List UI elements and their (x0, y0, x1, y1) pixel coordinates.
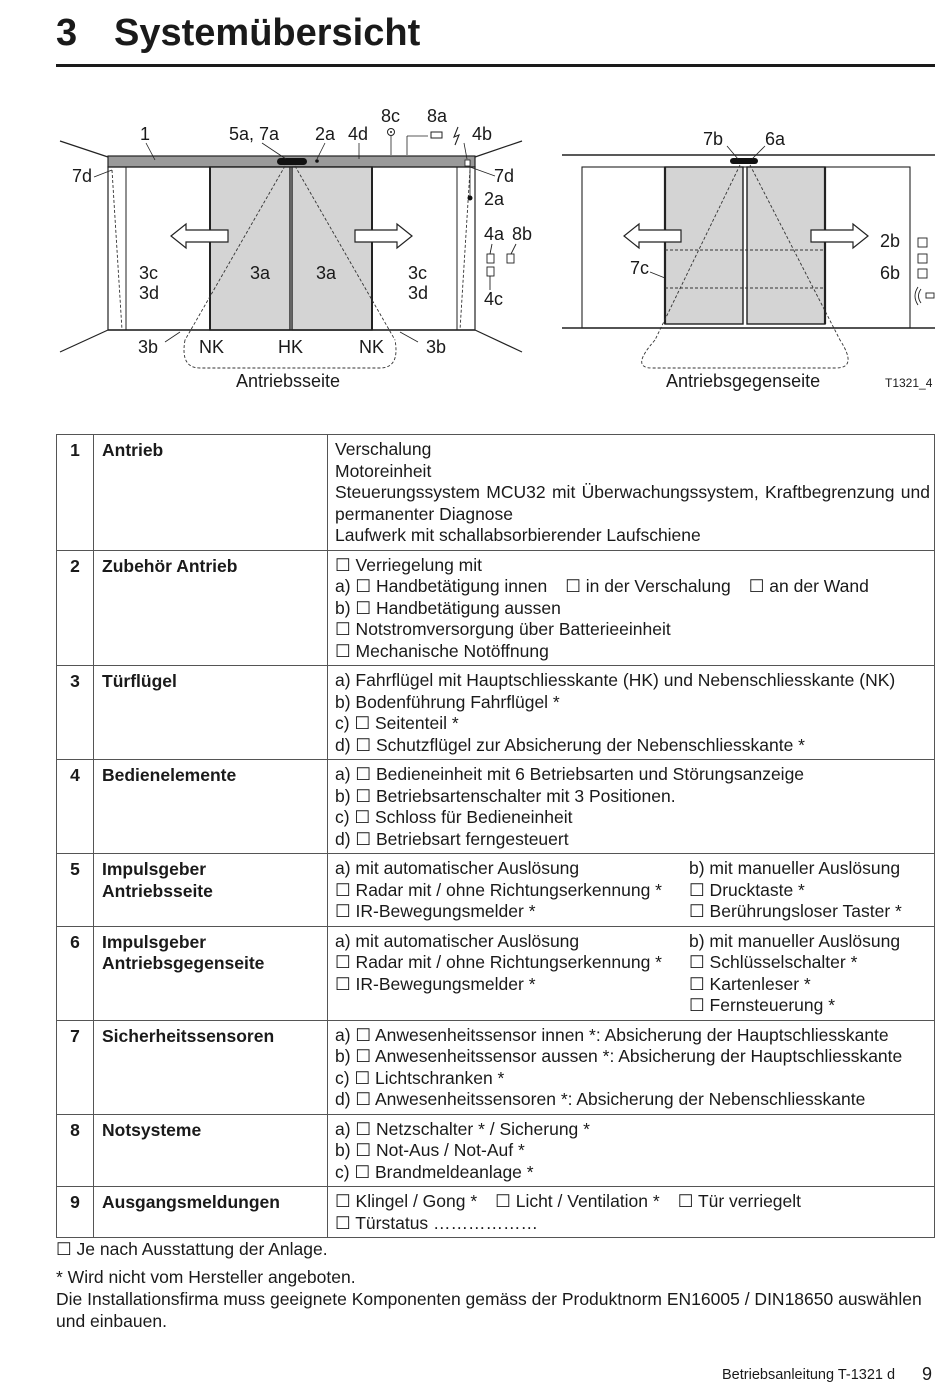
footer-text: Betriebsanleitung T-1321 d (722, 1367, 896, 1383)
table-row (57, 926, 935, 1020)
table-row (57, 760, 935, 854)
caption-drive-side: Antriebsseite (236, 371, 341, 391)
row-description (328, 926, 935, 1020)
row-description (328, 1187, 935, 1238)
row-description (328, 666, 935, 760)
label-4c: 4c (484, 289, 504, 309)
note-checkbox-legend: ☐ Je nach Ausstattung der Anlage. (56, 1239, 328, 1259)
row-number: 1 (57, 435, 94, 551)
row-title (94, 926, 328, 1020)
label-3c-right: 3c (408, 263, 428, 283)
desc-line (335, 1191, 930, 1213)
row-number: 2 (57, 550, 94, 666)
label-3c-left: 3c (139, 263, 159, 283)
table-row (57, 666, 935, 760)
desc-line: b) ☐ Not-Aus / Not-Auf * (335, 1140, 525, 1160)
table-row (57, 1020, 935, 1114)
row-title-line: Impulsgeber (102, 859, 207, 879)
row-title-line: Antriebsseite (102, 880, 213, 901)
desc-line: ☐ Drucktaste * (689, 879, 805, 900)
label-8b: 8b (512, 224, 533, 244)
row-title-line: Notsysteme (102, 1119, 202, 1140)
row-number: 8 (57, 1114, 94, 1187)
section-heading (56, 12, 935, 67)
desc-option: ☐ Licht / Ventilation * (495, 1191, 660, 1211)
label-7d-right: 7d (494, 166, 515, 186)
desc-line: ☐ Schlüsselschalter * (689, 952, 858, 972)
label-7d-left: 7d (72, 166, 93, 186)
row-description (328, 1114, 935, 1187)
desc-line: ☐ IR-Bewegungsmelder * (335, 973, 536, 994)
row-title (94, 435, 328, 551)
row-title-line: Impulsgeber (102, 931, 207, 952)
desc-line: a) Fahrflügel mit Hauptschliesskante (HK) und Nebenschliesskante (NK) (335, 670, 896, 690)
sliding-leaf-right (292, 167, 372, 330)
label-3b-left: 3b (138, 337, 159, 357)
desc-option: ☐ an der Wand (748, 576, 869, 596)
desc-line: ☐ Notstromversorgung über Batterieeinheit (335, 619, 671, 639)
row-number: 4 (57, 760, 94, 854)
label-nk-left: NK (199, 337, 225, 357)
label-3d-right: 3d (408, 283, 429, 303)
footnotes (56, 1238, 936, 1332)
desc-line: c) ☐ Brandmeldeanlage * (335, 1161, 534, 1182)
caption-opposite-side: Antriebsgegenseite (666, 371, 821, 391)
desc-line: b) ☐ Betriebsartenschalter mit 3 Positionen. (335, 785, 676, 806)
desc-line: Laufwerk mit schallabsorbierender Laufschiene (335, 525, 701, 545)
drive-side-drawing (60, 106, 532, 391)
desc-line: ☐ Verriegelung mit (335, 554, 483, 575)
row-title-line: Antriebsgegenseite (102, 953, 265, 973)
page-number: 9 (922, 1364, 933, 1384)
label-2b: 2b (880, 231, 901, 251)
label-3b-right: 3b (426, 337, 447, 357)
row-description (328, 550, 935, 666)
row-number: 3 (57, 666, 94, 760)
table-row (57, 854, 935, 927)
figure-id: T1321_4 (885, 376, 933, 390)
desc-line: c) ☐ Schloss für Bedieneinheit (335, 807, 573, 827)
desc-line: ☐ IR-Bewegungsmelder * (335, 901, 536, 921)
label-6b: 6b (880, 263, 901, 283)
note-asterisk-legend: * Wird nicht vom Hersteller angeboten. (56, 1267, 356, 1287)
label-3a-left: 3a (250, 263, 271, 283)
label-7c: 7c (630, 258, 650, 278)
row-description (328, 1020, 935, 1114)
desc-line: ☐ Kartenleser * (689, 973, 811, 994)
desc-line: ☐ Radar mit / ohne Richtungserkennung * (335, 952, 662, 972)
row-title (94, 760, 328, 854)
desc-line: ☐ Türstatus ……………… (335, 1212, 539, 1233)
row-title (94, 1020, 328, 1114)
desc-line: Verschalung (335, 439, 432, 459)
table-row (57, 550, 935, 666)
label-3d-left: 3d (139, 283, 160, 303)
desc-line: ☐ Fernsteuerung * (689, 995, 836, 1015)
table-row (57, 435, 935, 551)
desc-line: a) ☐ Bedieneinheit mit 6 Betriebsarten und Störungsanzeige (335, 764, 805, 784)
table-row (57, 1187, 935, 1238)
label-3a-right: 3a (316, 263, 337, 283)
section-number: 3 (56, 12, 78, 54)
label-2a-top: 2a (315, 124, 336, 144)
desc-option: ☐ Tür verriegelt (677, 1191, 802, 1211)
row-title-line: Bedienelemente (102, 765, 237, 785)
row-title (94, 1114, 328, 1187)
table-row (57, 1114, 935, 1187)
desc-line: b) ☐ Handbetätigung aussen (335, 597, 561, 618)
desc-line: b) Bodenführung Fahrflügel * (335, 691, 560, 712)
desc-line: d) ☐ Betriebsart ferngesteuert (335, 828, 569, 849)
row-title (94, 1187, 328, 1238)
section-title: Systemübersicht (114, 12, 421, 54)
desc-line: a) mit automatischer Auslösung (335, 858, 580, 878)
label-1: 1 (140, 124, 151, 144)
system-overview-diagram (0, 100, 950, 400)
desc-line: a) mit automatischer Auslösung (335, 930, 580, 951)
opposite-leaf-right (747, 167, 825, 324)
desc-line: d) ☐ Schutzflügel zur Absicherung der Nebenschliesskante * (335, 734, 805, 755)
row-number: 5 (57, 854, 94, 927)
desc-line: ☐ Mechanische Notöffnung (335, 640, 549, 661)
row-title (94, 666, 328, 760)
desc-line: ☐ Berührungsloser Taster * (689, 901, 902, 921)
desc-option: ☐ in der Verschalung (565, 576, 731, 596)
label-8c: 8c (381, 106, 401, 126)
row-description (328, 760, 935, 854)
row-number: 7 (57, 1020, 94, 1114)
row-title-line: Sicherheitssensoren (102, 1025, 275, 1046)
row-title (94, 550, 328, 666)
row-title-line: Zubehör Antrieb (102, 555, 238, 576)
desc-line: a) ☐ Anwesenheitssensor innen *: Absicherung der Hauptschliesskante (335, 1024, 889, 1045)
row-title (94, 854, 328, 927)
label-7b: 7b (703, 129, 724, 149)
desc-line: Motoreinheit (335, 460, 432, 481)
label-8a: 8a (427, 106, 448, 126)
row-description (328, 435, 935, 551)
label-5a-7a: 5a, 7a (229, 124, 280, 144)
desc-line: ☐ Radar mit / ohne Richtungserkennung * (335, 879, 662, 900)
row-number: 9 (57, 1187, 94, 1238)
desc-line: Steuerungssystem MCU32 mit Überwachungssystem, Kraftbegrenzung und permanenter Diagnose (335, 482, 930, 524)
desc-line: a) ☐ Netzschalter * / Sicherung * (335, 1118, 590, 1139)
row-title-line: Ausgangsmeldungen (102, 1192, 280, 1212)
opposite-leaf-left (665, 167, 743, 324)
note-installation: Die Installationsfirma muss geeignete Komponenten gemäss der Produktnorm EN16005 / DIN18650 auswählen und einbauen. (56, 1289, 922, 1331)
desc-line: c) ☐ Lichtschranken * (335, 1067, 505, 1088)
row-title-line: Antrieb (102, 440, 164, 460)
desc-option: a) ☐ Handbetätigung innen (335, 576, 548, 596)
component-table (56, 434, 935, 1238)
row-description (328, 854, 935, 927)
desc-line: b) mit manueller Auslösung (689, 858, 901, 878)
label-6a: 6a (765, 129, 786, 149)
desc-line: b) ☐ Anwesenheitssensor aussen *: Absicherung der Hauptschliesskante (335, 1046, 903, 1066)
row-title-line: Türflügel (102, 671, 177, 691)
opposite-side-drawing (562, 129, 935, 391)
label-hk: HK (278, 337, 304, 357)
desc-line: c) ☐ Seitenteil * (335, 713, 459, 733)
desc-line: d) ☐ Anwesenheitssensoren *: Absicherung der Nebenschliesskante (335, 1089, 866, 1109)
desc-line: b) mit manueller Auslösung (689, 930, 901, 951)
label-4b: 4b (472, 124, 493, 144)
label-4d: 4d (348, 124, 369, 144)
label-2a-right: 2a (484, 189, 505, 209)
label-nk-right: NK (359, 337, 385, 357)
sliding-leaf-left (210, 167, 290, 330)
label-4a: 4a (484, 224, 505, 244)
desc-option: ☐ Klingel / Gong * (335, 1191, 478, 1211)
row-number: 6 (57, 926, 94, 1020)
desc-line (335, 576, 930, 598)
